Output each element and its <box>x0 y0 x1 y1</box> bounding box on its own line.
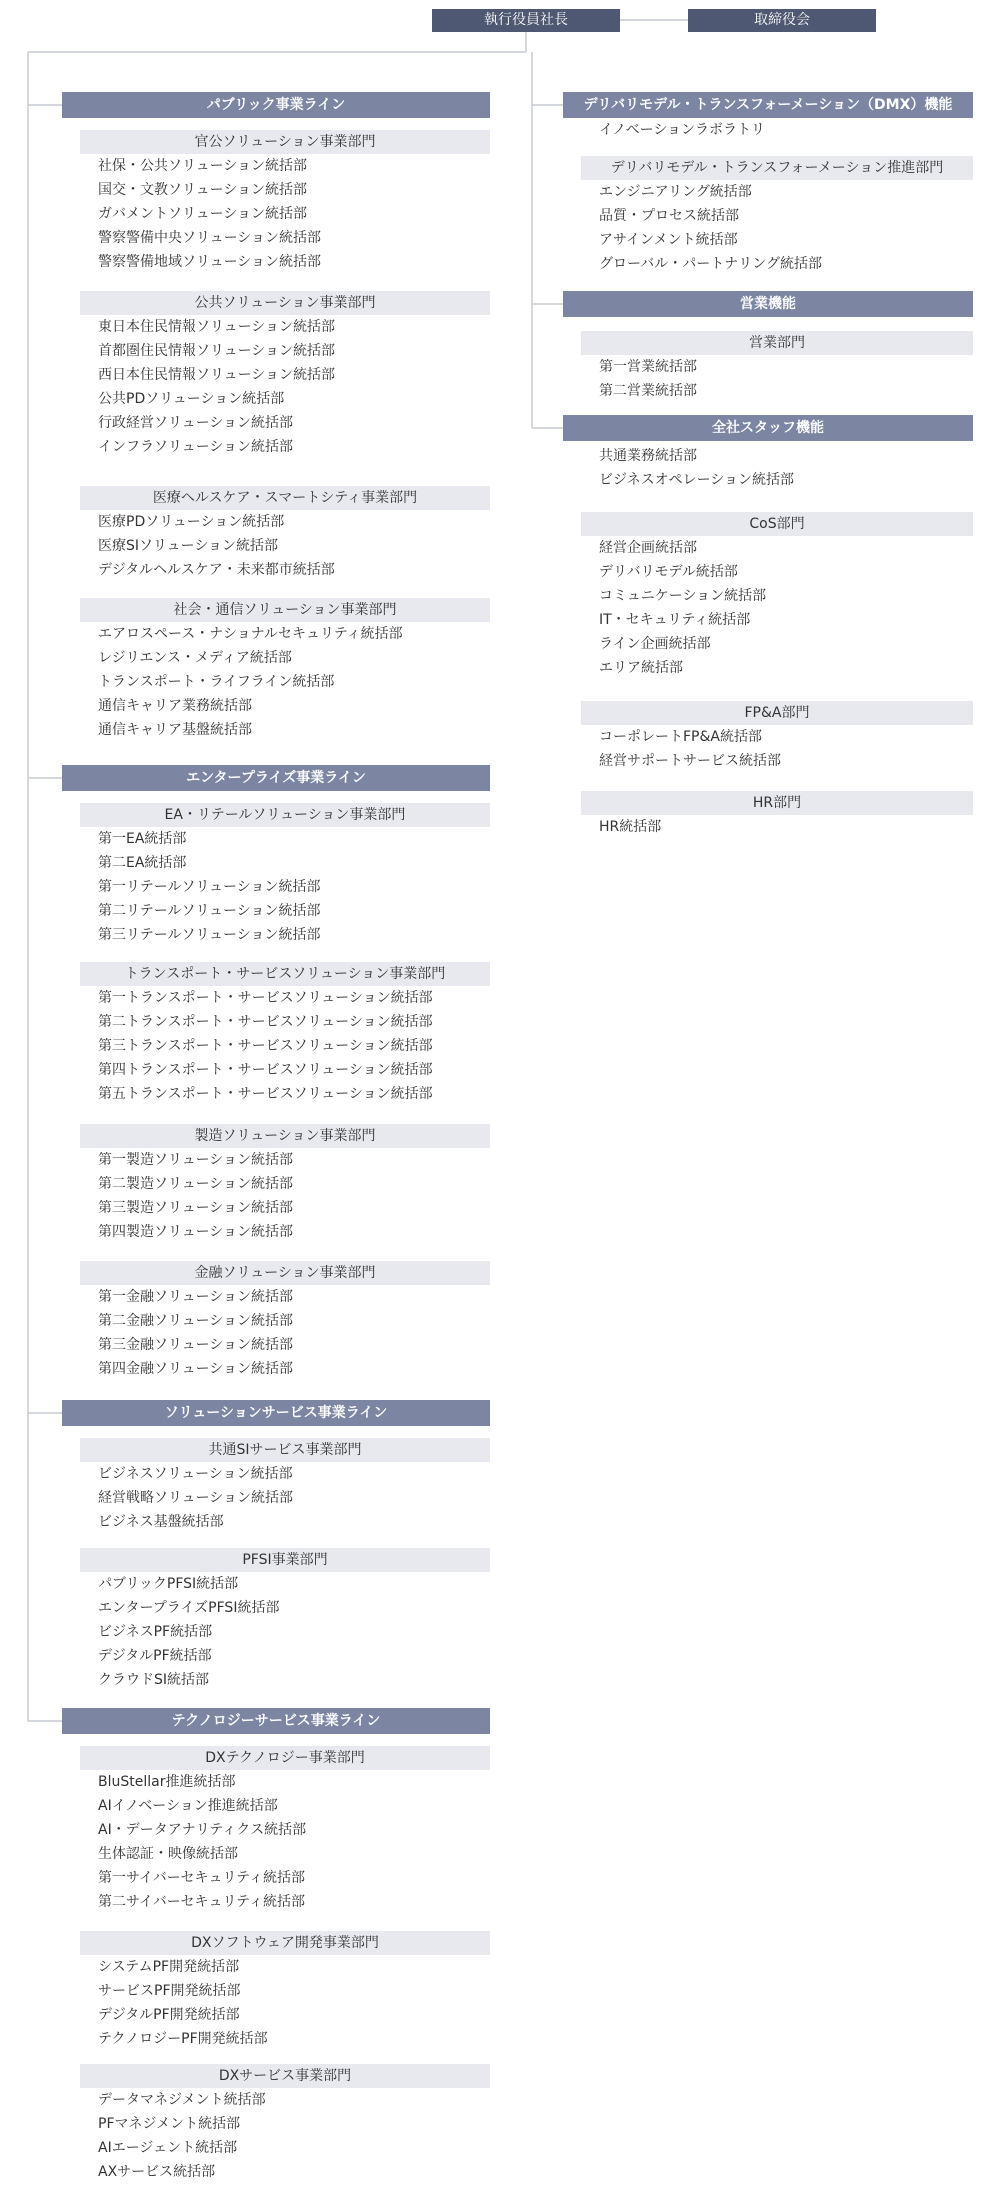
unit-item: PFマネジメント統括部 <box>98 2116 241 2132</box>
unit-item: 第二営業統括部 <box>599 383 697 399</box>
department-header: トランスポート・サービスソリューション事業部門 <box>80 962 490 986</box>
department-header: DXテクノロジー事業部門 <box>80 1746 490 1770</box>
department-header: 営業部門 <box>581 331 973 355</box>
unit-item: 第四トランスポート・サービスソリューション統括部 <box>98 1062 433 1078</box>
unit-item: 経営戦略ソリューション統括部 <box>98 1490 294 1506</box>
unit-item: 経営企画統括部 <box>599 540 697 556</box>
unit-item: 国交・文教ソリューション統括部 <box>98 182 308 198</box>
president-box: 執行役員社長 <box>432 9 620 32</box>
unit-item: デリバリモデル統括部 <box>599 564 738 580</box>
unit-item: エリア統括部 <box>599 660 683 676</box>
unit-item: 第一リテールソリューション統括部 <box>98 879 321 895</box>
department-header: 社会・通信ソリューション事業部門 <box>80 598 490 622</box>
unit-item: デジタルヘルスケア・未来都市統括部 <box>98 562 335 578</box>
unit-item: AI・データアナリティクス統括部 <box>98 1822 307 1838</box>
unit-item: 第二サイバーセキュリティ統括部 <box>98 1894 306 1910</box>
unit-item: 品質・プロセス統括部 <box>599 208 739 224</box>
unit-item: 第二EA統括部 <box>98 855 187 871</box>
unit-item: AXサービス統括部 <box>98 2164 216 2180</box>
unit-item: アサインメント統括部 <box>599 232 738 248</box>
department-header: HR部門 <box>581 791 973 815</box>
department-header: 医療ヘルスケア・スマートシティ事業部門 <box>80 486 490 510</box>
unit-item: 第一営業統括部 <box>599 359 697 375</box>
department-header: 製造ソリューション事業部門 <box>80 1124 490 1148</box>
department-header: EA・リテールソリューション事業部門 <box>80 803 490 827</box>
unit-item: 第三トランスポート・サービスソリューション統括部 <box>98 1038 433 1054</box>
unit-item: コミュニケーション統括部 <box>599 588 767 604</box>
unit-item: 第三製造ソリューション統括部 <box>98 1200 294 1216</box>
unit-item: BluStellar推進統括部 <box>98 1774 236 1790</box>
unit-item: トランスポート・ライフライン統括部 <box>98 674 335 690</box>
department-header: 公共ソリューション事業部門 <box>80 291 490 315</box>
unit-item: ビジネスPF統括部 <box>98 1624 213 1640</box>
department-header: DXソフトウェア開発事業部門 <box>80 1931 490 1955</box>
unit-item: 通信キャリア基盤統括部 <box>98 722 252 738</box>
unit-item: 医療SIソリューション統括部 <box>98 538 279 554</box>
unit-item: 共通業務統括部 <box>599 448 697 464</box>
unit-item: ライン企画統括部 <box>599 636 711 652</box>
unit-item: 第三金融ソリューション統括部 <box>98 1337 294 1353</box>
unit-item: AIエージェント統括部 <box>98 2140 238 2156</box>
department-header: デリバリモデル・トランスフォーメーション推進部門 <box>581 156 973 180</box>
unit-item: 第二リテールソリューション統括部 <box>98 903 321 919</box>
unit-item: 第一サイバーセキュリティ統括部 <box>98 1870 306 1886</box>
unit-item: 東日本住民情報ソリューション統括部 <box>98 319 336 335</box>
unit-item: 第二トランスポート・サービスソリューション統括部 <box>98 1014 433 1030</box>
unit-item: 第一金融ソリューション統括部 <box>98 1289 294 1305</box>
unit-item: 第一トランスポート・サービスソリューション統括部 <box>98 990 433 1006</box>
unit-item: デジタルPF開発統括部 <box>98 2007 240 2023</box>
department-header: DXサービス事業部門 <box>80 2064 490 2088</box>
unit-item: レジリエンス・メディア統括部 <box>98 650 292 666</box>
unit-item: 社保・公共ソリューション統括部 <box>98 158 308 174</box>
unit-item: IT・セキュリティ統括部 <box>599 612 751 628</box>
unit-item: クラウドSI統括部 <box>98 1672 210 1688</box>
unit-item: 第一EA統括部 <box>98 831 187 847</box>
unit-item: 西日本住民情報ソリューション統括部 <box>98 367 336 383</box>
unit-item: エンジニアリング統括部 <box>599 184 752 200</box>
unit-item: 警察警備地域ソリューション統括部 <box>98 254 322 270</box>
unit-item: ビジネス基盤統括部 <box>98 1514 224 1530</box>
board-box: 取締役会 <box>688 9 876 32</box>
unit-item: グローバル・パートナリング統括部 <box>599 256 823 272</box>
business-line-header: パブリック事業ライン <box>62 92 490 118</box>
unit-item: エアロスペース・ナショナルセキュリティ統括部 <box>98 626 403 642</box>
department-header: 官公ソリューション事業部門 <box>80 130 490 154</box>
business-line-header: 全社スタッフ機能 <box>563 415 973 441</box>
business-line-header: テクノロジーサービス事業ライン <box>62 1708 490 1734</box>
unit-item: インフラソリューション統括部 <box>98 439 294 455</box>
unit-item: 経営サポートサービス統括部 <box>599 753 781 769</box>
unit-item: データマネジメント統括部 <box>98 2092 266 2108</box>
unit-item: 公共PDソリューション統括部 <box>98 391 285 407</box>
department-header: FP&A部門 <box>581 701 973 725</box>
unit-item: ビジネスソリューション統括部 <box>98 1466 293 1482</box>
department-header: CoS部門 <box>581 512 973 536</box>
department-header: 共通SIサービス事業部門 <box>80 1438 490 1462</box>
unit-item: 第二製造ソリューション統括部 <box>98 1176 294 1192</box>
unit-item: 第四製造ソリューション統括部 <box>98 1224 294 1240</box>
unit-item: 首都圏住民情報ソリューション統括部 <box>98 343 336 359</box>
unit-item: イノベーションラボラトリ <box>599 122 766 138</box>
unit-item: HR統括部 <box>599 819 662 835</box>
unit-item: AIイノベーション推進統括部 <box>98 1798 278 1814</box>
department-header: PFSI事業部門 <box>80 1548 490 1572</box>
unit-item: コーポレートFP&A統括部 <box>599 729 762 745</box>
unit-item: 警察警備中央ソリューション統括部 <box>98 230 322 246</box>
unit-item: テクノロジーPF開発統括部 <box>98 2031 268 2047</box>
unit-item: 第四金融ソリューション統括部 <box>98 1361 294 1377</box>
unit-item: デジタルPF統括部 <box>98 1648 212 1664</box>
unit-item: ガバメントソリューション統括部 <box>98 206 308 222</box>
department-header: 金融ソリューション事業部門 <box>80 1261 490 1285</box>
business-line-header: ソリューションサービス事業ライン <box>62 1400 490 1426</box>
unit-item: エンタープライズPFSI統括部 <box>98 1600 280 1616</box>
unit-item: 通信キャリア業務統括部 <box>98 698 252 714</box>
unit-item: 行政経営ソリューション統括部 <box>98 415 294 431</box>
unit-item: 第一製造ソリューション統括部 <box>98 1152 294 1168</box>
unit-item: サービスPF開発統括部 <box>98 1983 241 1999</box>
unit-item: 第三リテールソリューション統括部 <box>98 927 321 943</box>
business-line-header: デリバリモデル・トランスフォーメーション（DMX）機能 <box>563 92 973 118</box>
unit-item: 第五トランスポート・サービスソリューション統括部 <box>98 1086 433 1102</box>
unit-item: システムPF開発統括部 <box>98 1959 240 1975</box>
unit-item: ビジネスオペレーション統括部 <box>599 472 795 488</box>
unit-item: 第二金融ソリューション統括部 <box>98 1313 294 1329</box>
unit-item: 生体認証・映像統括部 <box>98 1846 238 1862</box>
business-line-header: エンタープライズ事業ライン <box>62 765 490 791</box>
business-line-header: 営業機能 <box>563 291 973 317</box>
unit-item: 医療PDソリューション統括部 <box>98 514 285 530</box>
unit-item: パブリックPFSI統括部 <box>98 1576 239 1592</box>
